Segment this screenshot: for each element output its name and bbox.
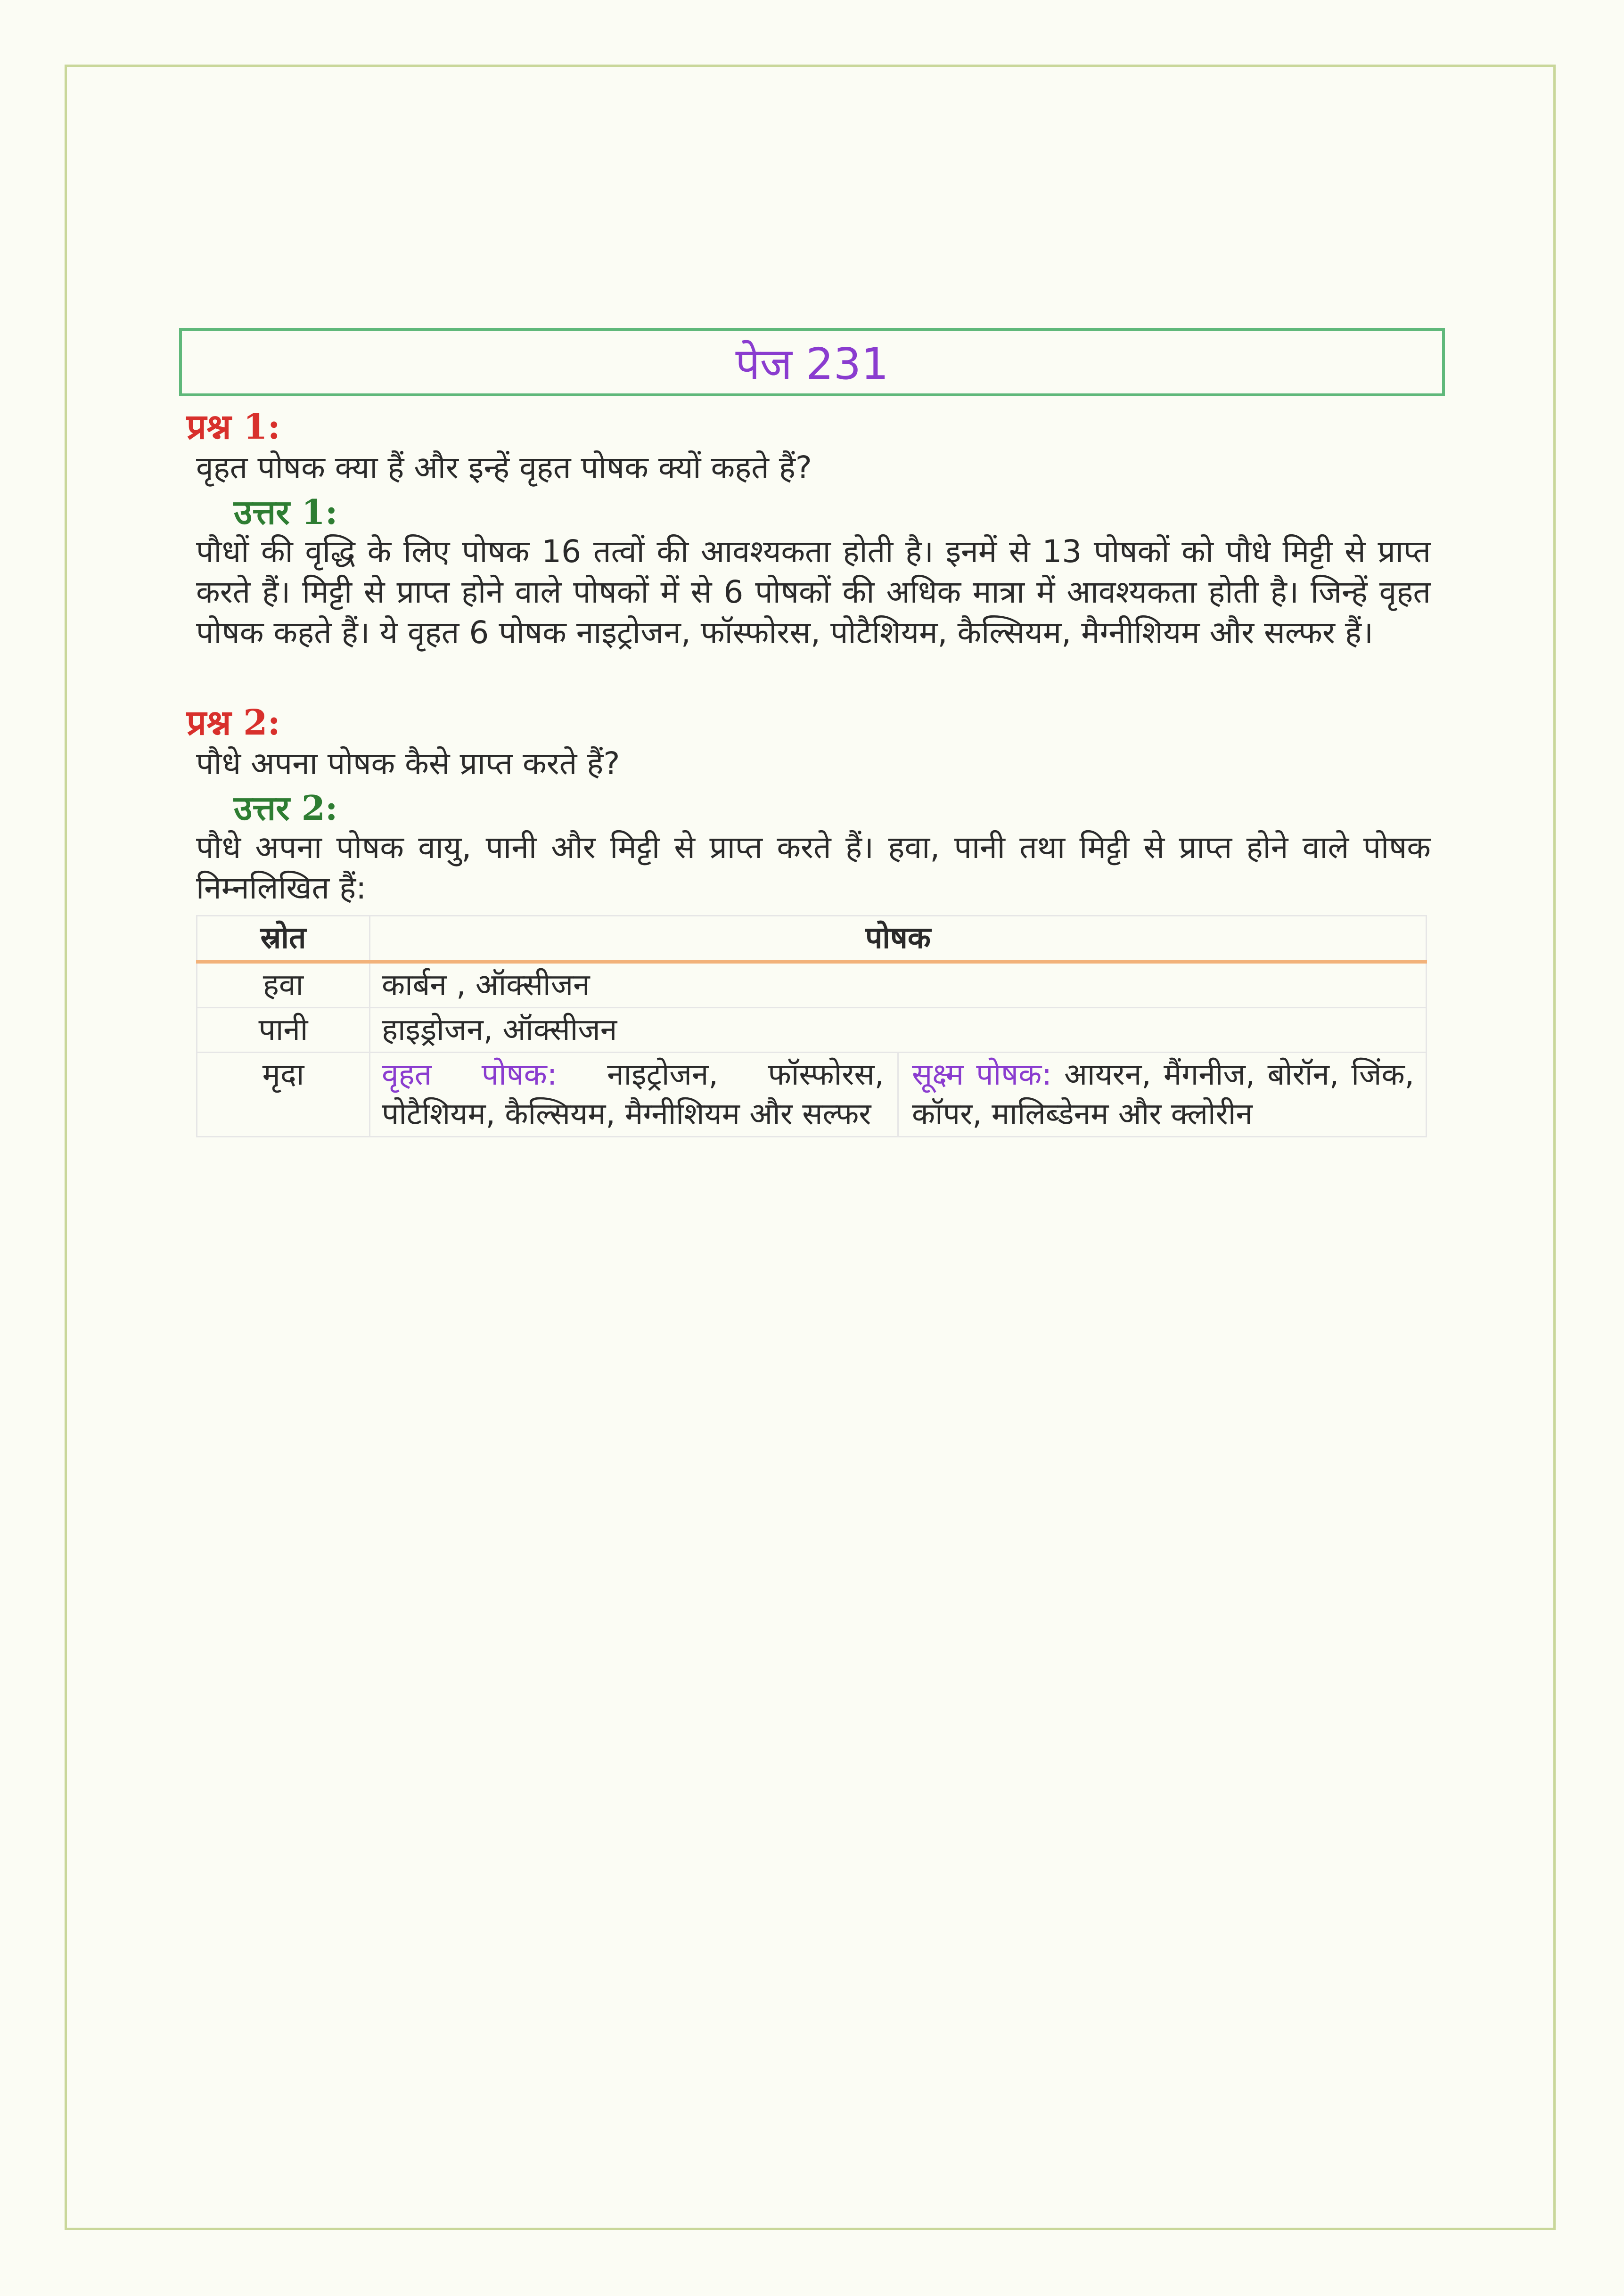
column-header-nutrients: पोषक (370, 916, 1427, 962)
macro-nutrients-list: नाइट्रोजन, फॉस्फोरस, पोटैशियम, कैल्सियम, मैग्नीशियम और सल्फर (382, 1057, 884, 1132)
source-cell: हवा (197, 962, 370, 1008)
page-title: पेज 231 (179, 328, 1445, 396)
source-cell: पानी (197, 1008, 370, 1053)
nutrients-cell: कार्बन , ऑक्सीजन (370, 962, 1427, 1008)
answer-1-label: उत्तर 1: (234, 492, 338, 532)
question-2-text: पौधे अपना पोषक कैसे प्राप्त करते हैं? (196, 745, 620, 782)
macro-nutrients-label: वृहत पोषक: (382, 1057, 558, 1092)
micro-nutrients-label: सूक्ष्म पोषक: (912, 1057, 1052, 1092)
micro-nutrients (899, 1053, 1426, 1136)
macro-nutrients (370, 1053, 899, 1136)
nutrients-cell (370, 1053, 1427, 1137)
table-row (197, 962, 1427, 1008)
question-1-label: प्रश्न 1: (187, 407, 280, 447)
table-header-row (197, 916, 1427, 962)
table-row (197, 1008, 1427, 1053)
nutrients-cell: हाइड्रोजन, ऑक्सीजन (370, 1008, 1427, 1053)
answer-2-text: पौधे अपना पोषक वायु, पानी और मिट्टी से प्राप्त करते हैं। हवा, पानी तथा मिट्टी से प्राप्त होने वाले पोषक निम्नलिखित हैं: (196, 829, 1431, 906)
table-row (197, 1053, 1427, 1137)
question-2-label: प्रश्न 2: (187, 703, 280, 743)
answer-2-label: उत्तर 2: (234, 788, 338, 828)
column-header-source: स्रोत (197, 916, 370, 962)
micro-nutrients-list: आयरन, मैंगनीज, बोरॉन, जिंक, कॉपर, मालिब्डेनम और क्लोरीन (912, 1057, 1414, 1132)
nutrient-source-table (196, 915, 1427, 1137)
source-cell: मृदा (197, 1053, 370, 1137)
answer-1-text: पौधों की वृद्धि के लिए पोषक 16 तत्वों की आवश्यकता होती है। इनमें से 13 पोषकों को पौधे मिट्टी से प्राप्त करते हैं। मिट्टी से प्राप्त होने वाले पोषकों में से 6 पोषकों की अधिक मात्रा में आवश्यकता होती है। जिन्हें वृहत पोषक कहते हैं। ये वृहत 6 पोषक नाइट्रोजन, फॉस्फोरस, पोटैशियम, कैल्सियम, मैग्नीशियम और सल्फर हैं। (196, 533, 1431, 651)
question-1-text: वृहत पोषक क्या हैं और इन्हें वृहत पोषक क्यों कहते हैं? (196, 449, 812, 486)
